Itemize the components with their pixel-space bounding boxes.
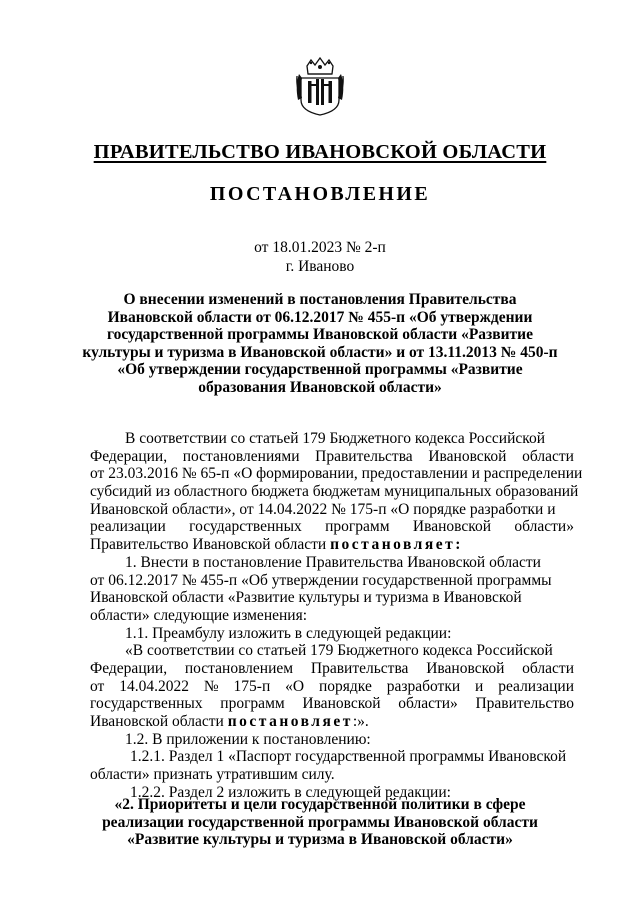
title-line: культуры и туризма в Ивановской области» и от 13.11.2013 № 450-п [82, 343, 558, 361]
body-line: 1.2.2. Раздел 2 изложить в следующей редакции: [130, 783, 451, 801]
document-body [90, 430, 583, 801]
body-line: 1.2. В приложении к постановлению: [125, 730, 371, 748]
document-title [80, 291, 560, 397]
title-line: О внесении изменений в постановления Правительства [123, 291, 517, 308]
title-line: образования Ивановской области» [198, 378, 442, 396]
body-line: В соответствии со статьей 179 Бюджетного кодекса Российской [125, 430, 546, 447]
document-date-number: от 18.01.2023 № 2-п [254, 239, 386, 256]
body-line: Ивановской области «Развитие культуры и туризма в Ивановской [90, 589, 522, 607]
resolution-word: постановляет: [330, 536, 463, 554]
body-line: 1.1. Преамбулу изложить в следующей редакции: [125, 624, 452, 642]
government-title: ПРАВИТЕЛЬСТВО ИВАНОВСКОЙ ОБЛАСТИ [93, 141, 547, 163]
resolution-word: постановляет [227, 713, 353, 730]
body-line: 1.2.1. Раздел 1 «Паспорт государственной программы Ивановской [130, 748, 567, 766]
body-line: от 23.03.2016 № 65-п «О формировании, предоставлении и распределении [90, 465, 583, 483]
section-title [80, 796, 560, 849]
body-line: Ивановской области постановляет:». [90, 713, 369, 730]
document-type: ПОСТАНОВЛЕНИЕ [209, 183, 431, 205]
body-line: реализации государственных программ Ивановской области» [90, 518, 574, 536]
body-line: Федерации, постановлением Правительства Ивановской области [90, 659, 574, 677]
title-line: Ивановской области от 06.12.2017 № 455-п «Об утверждении [107, 308, 533, 326]
body-line: Правительство Ивановской области постановляет: [90, 536, 463, 554]
body-line: области» признать утратившим силу. [90, 766, 335, 784]
ivanovo-coat-of-arms-icon [295, 56, 345, 118]
section-title-line: «2. Приоритеты и цели государственной политики в сфере [114, 796, 526, 813]
body-line: субсидий из областного бюджета бюджетам муниципальных образований [90, 483, 579, 501]
section-title-line: реализации государственной программы Ивановской области [102, 813, 538, 831]
title-line: государственной программы Ивановской области «Развитие [106, 326, 533, 344]
body-line: государственных программ Ивановской области» Правительство [90, 695, 574, 713]
body-line: области» следующие изменения: [90, 606, 308, 624]
body-line: Федерации, постановлениями Правительства Ивановской области [90, 447, 574, 465]
body-line: от 14.04.2022 № 175-п «О порядке разработки и реализации [90, 677, 574, 695]
body-line: от 06.12.2017 № 455-п «Об утверждении государственной программы [90, 571, 552, 589]
title-line: «Об утверждении государственной программы «Развитие [117, 361, 523, 379]
body-line: Ивановской области», от 14.04.2022 № 175-п «О порядке разработки и [90, 500, 556, 518]
body-line: 1. Внести в постановление Правительства Ивановской области [125, 553, 541, 571]
body-line: «В соответствии со статьей 179 Бюджетного кодекса Российской [125, 642, 553, 660]
section-title-line: «Развитие культуры и туризма в Ивановской области» [127, 831, 513, 849]
document-city: г. Иваново [285, 258, 355, 275]
